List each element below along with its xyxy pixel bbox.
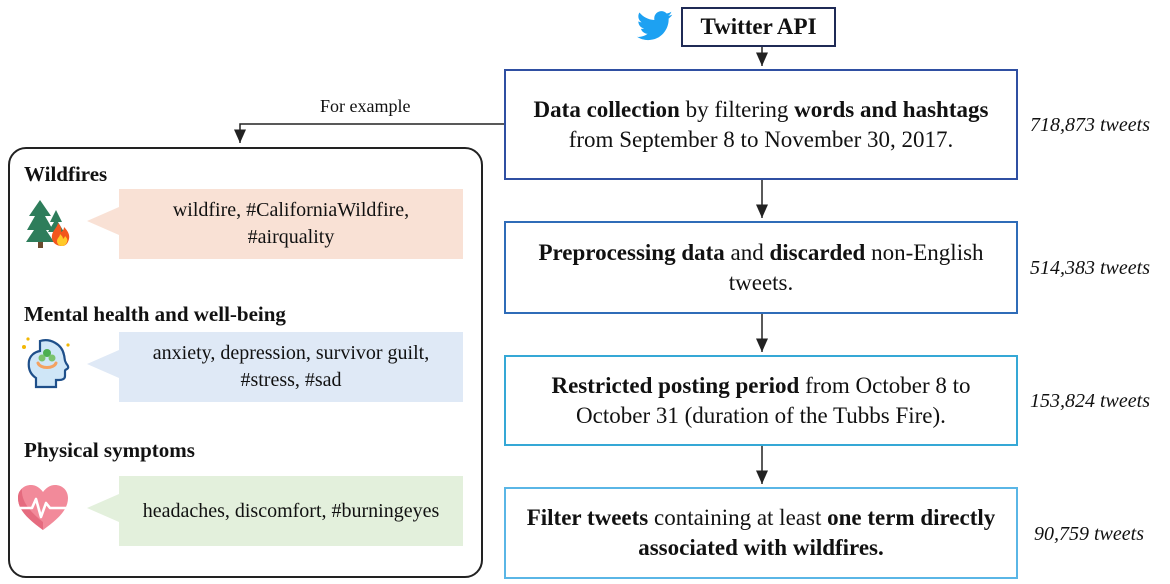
- step-text-part: words and hashtags: [794, 96, 989, 122]
- category-title-mental-health: Mental health and well-being: [24, 302, 286, 326]
- step-text-part: from October 8 to October 31 (duration of the Tubbs Fire).: [576, 372, 971, 428]
- category-title-wildfires: Wildfires: [24, 162, 108, 186]
- keywords-bubble-physical-symptoms: [119, 476, 463, 546]
- step-text-part: discarded: [769, 239, 866, 265]
- step-text-part: Data collection: [533, 96, 680, 122]
- step-text-part: Restricted posting period: [551, 372, 800, 398]
- keywords-mental-health: anxiety, depression, survivor guilt, #stress, #sad: [152, 342, 430, 391]
- step-text-part: from September 8 to November 30, 2017.: [568, 126, 954, 152]
- step-text-part: non-English tweets.: [728, 239, 984, 295]
- step1-tweet-count: 718,873 tweets: [1030, 114, 1150, 136]
- step-text: [516, 371, 1006, 431]
- keywords-bubble-wildfires: [119, 189, 463, 259]
- step4-tweet-count: 90,759 tweets: [1034, 523, 1144, 545]
- step-text: [516, 503, 1006, 563]
- forest-fire-icon: [26, 196, 76, 248]
- twitter-api-box: [681, 7, 836, 47]
- step2-tweet-count: 514,383 tweets: [1030, 257, 1150, 279]
- twitter-bird-icon: [637, 11, 673, 41]
- category-title-physical-symptoms: Physical symptoms: [24, 438, 195, 462]
- keywords-physical-symptoms: headaches, discomfort, #burningeyes: [142, 499, 440, 522]
- step-text-part: Filter tweets: [526, 505, 649, 530]
- step-filter-tweets: [504, 487, 1018, 579]
- step-text-part: one term directly associated with wildfires.: [638, 505, 996, 560]
- step-text-part: and: [724, 239, 770, 265]
- step-restricted-period: [504, 355, 1018, 446]
- step-text-part: Preprocessing data: [538, 239, 725, 265]
- step-data-collection: [504, 69, 1018, 180]
- step-text-part: containing at least: [648, 505, 828, 530]
- step-preprocessing: [504, 221, 1018, 314]
- step-text: [516, 95, 1006, 155]
- step3-tweet-count: 153,824 tweets: [1030, 390, 1150, 412]
- arrow-example-branch: [240, 124, 504, 143]
- step-text: [516, 238, 1006, 298]
- heart-pulse-icon: [16, 483, 70, 533]
- keywords-bubble-mental-health: [119, 332, 463, 402]
- keywords-wildfires: wildfire, #CaliforniaWildfire, #airquality: [172, 199, 410, 248]
- mental-health-head-icon: [18, 333, 74, 389]
- example-label: For example: [320, 96, 411, 116]
- twitter-api-label: Twitter API: [700, 14, 817, 39]
- step-text-part: by filtering: [679, 96, 795, 122]
